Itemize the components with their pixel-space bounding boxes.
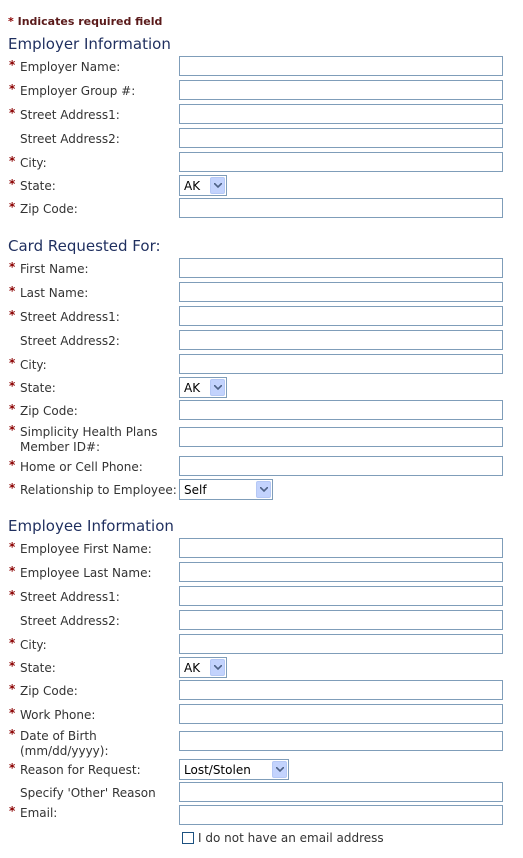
employee-last-name-input[interactable] bbox=[179, 562, 503, 582]
employer-state-select[interactable] bbox=[179, 175, 227, 196]
required-star: * bbox=[9, 356, 16, 370]
card-city-input[interactable] bbox=[179, 354, 503, 374]
card-phone-input[interactable] bbox=[179, 456, 503, 476]
field-employee-dob bbox=[0, 727, 523, 758]
field-label: Email: bbox=[20, 806, 58, 820]
field-label: Zip Code: bbox=[20, 404, 78, 418]
field-label: Employer Name: bbox=[20, 60, 121, 74]
field-label: Street Address2: bbox=[20, 132, 120, 146]
field-label: Zip Code: bbox=[20, 684, 78, 698]
field-label: Street Address1: bbox=[20, 310, 120, 324]
required-star: * bbox=[9, 308, 16, 322]
required-star: * bbox=[9, 588, 16, 602]
required-star: * bbox=[9, 284, 16, 298]
select-value: Lost/Stolen bbox=[184, 763, 251, 777]
field-label: Street Address1: bbox=[20, 108, 120, 122]
field-label: Relationship to Employee: bbox=[20, 483, 177, 497]
employee-work-phone-input[interactable] bbox=[179, 704, 503, 724]
required-star: * bbox=[9, 154, 16, 168]
required-star: * bbox=[9, 727, 16, 741]
field-label: Street Address2: bbox=[20, 334, 120, 348]
field-label: State: bbox=[20, 179, 56, 193]
card-street2-input[interactable] bbox=[179, 330, 503, 350]
field-employee-street1 bbox=[0, 585, 523, 609]
card-zip-input[interactable] bbox=[179, 400, 503, 420]
employee-first-name-input[interactable] bbox=[179, 538, 503, 558]
field-card-phone bbox=[0, 455, 523, 479]
field-employer-city bbox=[0, 151, 523, 175]
required-star: * bbox=[9, 379, 16, 393]
chevron-down-icon[interactable] bbox=[272, 761, 287, 778]
card-street1-input[interactable] bbox=[179, 306, 503, 326]
field-employer-street2 bbox=[0, 127, 523, 151]
field-label: First Name: bbox=[20, 262, 89, 276]
field-employer-name bbox=[0, 55, 523, 79]
field-label: Specify 'Other' Reason bbox=[20, 786, 156, 800]
required-star: * bbox=[9, 177, 16, 191]
required-star: * bbox=[9, 540, 16, 554]
field-label: City: bbox=[20, 358, 47, 372]
select-value: AK bbox=[184, 179, 201, 193]
required-star: * bbox=[8, 15, 14, 28]
chevron-down-icon[interactable] bbox=[256, 481, 271, 498]
field-employer-group bbox=[0, 79, 523, 103]
required-star: * bbox=[9, 260, 16, 274]
employee-street1-input[interactable] bbox=[179, 586, 503, 606]
field-card-street1 bbox=[0, 305, 523, 329]
employer-name-input[interactable] bbox=[179, 56, 503, 76]
employee-zip-input[interactable] bbox=[179, 680, 503, 700]
no-email-label[interactable]: I do not have an email address bbox=[198, 831, 384, 845]
employee-city-input[interactable] bbox=[179, 634, 503, 654]
field-label: Last Name: bbox=[20, 286, 89, 300]
employee-email-input[interactable] bbox=[179, 805, 503, 825]
employee-dob-input[interactable] bbox=[179, 731, 503, 751]
field-label: City: bbox=[20, 156, 47, 170]
field-card-member-id bbox=[0, 423, 523, 454]
chevron-down-icon[interactable] bbox=[210, 379, 225, 396]
chevron-down-icon[interactable] bbox=[210, 659, 225, 676]
field-employee-email bbox=[0, 804, 523, 828]
required-star: * bbox=[9, 200, 16, 214]
field-employer-state bbox=[0, 174, 523, 198]
field-employee-reason bbox=[0, 758, 523, 782]
field-card-zip bbox=[0, 399, 523, 423]
required-star: * bbox=[9, 82, 16, 96]
select-value: AK bbox=[184, 661, 201, 675]
field-employee-work-phone bbox=[0, 703, 523, 727]
required-star: * bbox=[9, 58, 16, 72]
section-title-employer: Employer Information bbox=[8, 35, 171, 53]
card-last-name-input[interactable] bbox=[179, 282, 503, 302]
field-label: Street Address1: bbox=[20, 590, 120, 604]
field-label: Reason for Request: bbox=[20, 763, 141, 777]
field-employee-first-name bbox=[0, 537, 523, 561]
field-card-relationship bbox=[0, 478, 523, 502]
card-state-select[interactable] bbox=[179, 377, 227, 398]
field-label: Employer Group #: bbox=[20, 84, 136, 98]
field-label: Street Address2: bbox=[20, 614, 120, 628]
field-card-last-name bbox=[0, 281, 523, 305]
select-value: AK bbox=[184, 381, 201, 395]
employee-state-select[interactable] bbox=[179, 657, 227, 678]
required-star: * bbox=[9, 659, 16, 673]
field-employee-last-name bbox=[0, 561, 523, 585]
required-star: * bbox=[9, 564, 16, 578]
required-star: * bbox=[9, 481, 16, 495]
field-label: State: bbox=[20, 381, 56, 395]
field-label: State: bbox=[20, 661, 56, 675]
field-employee-street2 bbox=[0, 609, 523, 633]
employer-group-input[interactable] bbox=[179, 80, 503, 100]
field-card-city bbox=[0, 353, 523, 377]
select-value: Self bbox=[184, 483, 207, 497]
field-card-state bbox=[0, 376, 523, 400]
field-employee-state bbox=[0, 656, 523, 680]
field-card-first-name bbox=[0, 257, 523, 281]
employer-street1-input[interactable] bbox=[179, 104, 503, 124]
field-label: Employee First Name: bbox=[20, 542, 152, 556]
employee-street2-input[interactable] bbox=[179, 610, 503, 630]
field-label: Zip Code: bbox=[20, 202, 78, 216]
required-star: * bbox=[9, 106, 16, 120]
field-label: City: bbox=[20, 638, 47, 652]
employer-street2-input[interactable] bbox=[179, 128, 503, 148]
field-employee-zip bbox=[0, 679, 523, 703]
required-star: * bbox=[9, 761, 16, 775]
card-first-name-input[interactable] bbox=[179, 258, 503, 278]
field-label: Employee Last Name: bbox=[20, 566, 152, 580]
field-label: Date of Birth (mm/dd/yyyy): bbox=[20, 729, 109, 758]
required-note-text: Indicates required field bbox=[13, 15, 163, 28]
field-employee-city bbox=[0, 633, 523, 657]
field-label: Work Phone: bbox=[20, 708, 96, 722]
employer-city-input[interactable] bbox=[179, 152, 503, 172]
chevron-down-icon[interactable] bbox=[210, 177, 225, 194]
card-member-id-input[interactable] bbox=[179, 427, 503, 447]
section-title-employee: Employee Information bbox=[8, 517, 174, 535]
relationship-select[interactable] bbox=[179, 479, 273, 500]
required-star: * bbox=[9, 804, 16, 818]
section-title-card: Card Requested For: bbox=[8, 237, 161, 255]
required-star: * bbox=[9, 636, 16, 650]
reason-select[interactable] bbox=[179, 759, 289, 780]
required-field-note bbox=[8, 15, 162, 28]
required-star: * bbox=[9, 402, 16, 416]
field-label: Home or Cell Phone: bbox=[20, 460, 143, 474]
field-employer-zip bbox=[0, 197, 523, 221]
required-star: * bbox=[9, 706, 16, 720]
field-employee-other-reason bbox=[0, 781, 523, 805]
required-star: * bbox=[9, 458, 16, 472]
employer-zip-input[interactable] bbox=[179, 198, 503, 218]
other-reason-input[interactable] bbox=[179, 782, 503, 802]
field-card-street2 bbox=[0, 329, 523, 353]
no-email-checkbox[interactable] bbox=[182, 832, 194, 844]
field-label: Simplicity Health Plans Member ID#: bbox=[20, 425, 158, 454]
field-employer-street1 bbox=[0, 103, 523, 127]
required-star: * bbox=[9, 682, 16, 696]
required-star: * bbox=[9, 423, 16, 437]
